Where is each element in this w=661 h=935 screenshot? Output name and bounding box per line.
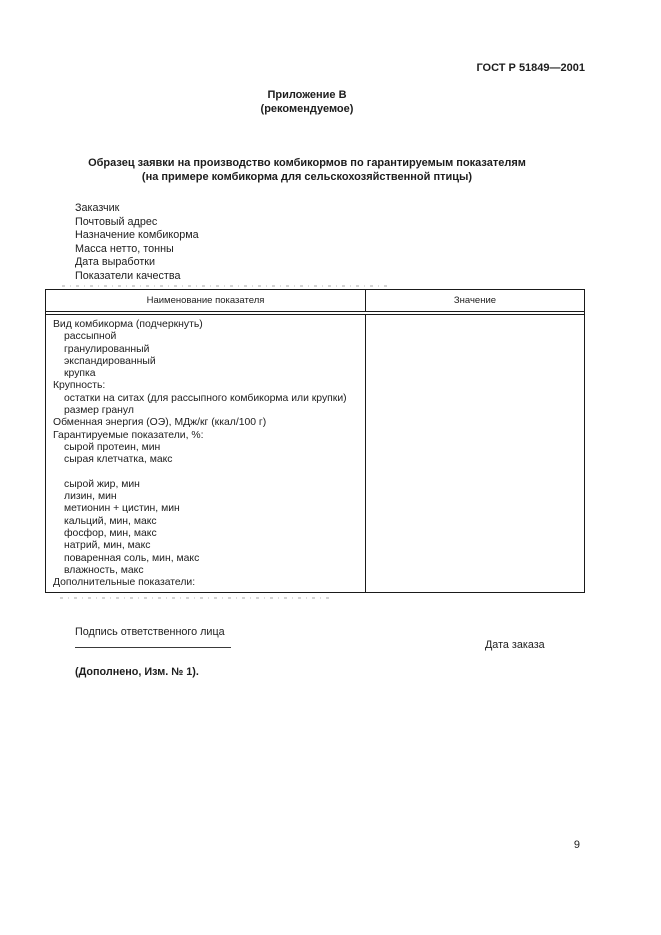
page-number: 9 <box>573 839 580 851</box>
value-column <box>366 315 584 592</box>
appendix-title: Приложение В <box>267 89 347 101</box>
form-field-label: Назначение комбикорма <box>75 229 199 242</box>
form-field-label: Дата выработки <box>75 256 156 269</box>
table-row: натрий, мин, макс <box>64 540 151 552</box>
table-row: гранулированный <box>64 343 150 355</box>
form-field-label: Масса нетто, тонны <box>75 242 174 255</box>
document-title-line2: (на примере комбикорма для сельскохозяйственной птицы) <box>141 171 473 183</box>
document-title-line1: Образец заявки на производство комбикормов по гарантируемым показателям <box>88 157 526 169</box>
table-row: Дополнительные показатели: <box>53 577 196 589</box>
table-row: сырой протеин, мин <box>64 441 161 453</box>
table-row: Обменная энергия (ОЭ), МДж/кг (ккал/100 г) <box>53 417 267 429</box>
table-header-value: Значение <box>453 295 497 306</box>
table-body <box>46 315 584 592</box>
scan-artifact <box>60 597 330 599</box>
table-row: Гарантируемые показатели, %: <box>53 429 204 441</box>
table-row: сырой жир, мин <box>64 478 140 490</box>
table-row: рассыпной <box>64 331 117 343</box>
table-row: экспандированный <box>64 355 156 367</box>
table-header-row <box>46 290 584 315</box>
table-row: остатки на ситах (для рассыпного комбикорма или крупки) <box>64 392 347 404</box>
table-row: поваренная соль, мин, макс <box>64 552 200 564</box>
appendix-subtitle: (рекомендуемое) <box>260 102 354 115</box>
quality-indicators-table <box>45 289 585 593</box>
form-field-label: Почтовый адрес <box>75 215 158 228</box>
appendix-heading <box>45 89 569 116</box>
scan-artifact <box>62 285 392 287</box>
table-row: лизин, мин <box>64 491 117 503</box>
table-row: сырая клетчатка, макс <box>64 454 173 466</box>
table-row: влажность, макс <box>64 564 144 576</box>
table-row: размер гранул <box>64 405 134 417</box>
table-row <box>53 467 361 479</box>
indicator-name-column <box>46 315 366 592</box>
form-field-label: Заказчик <box>75 202 120 214</box>
document-title <box>45 156 569 184</box>
table-row: Вид комбикорма (подчеркнуть) <box>53 319 203 330</box>
signature-label: Подпись ответственного лица <box>75 626 225 638</box>
form-field-label: Показатели качества <box>75 269 181 282</box>
table-row: метионин + цистин, мин <box>64 503 180 515</box>
form-field-list <box>75 202 199 284</box>
signature-line <box>75 634 231 648</box>
table-row: кальций, мин, макс <box>64 515 157 527</box>
order-date-label: Дата заказа <box>485 639 545 651</box>
table-row: крупка <box>64 368 96 380</box>
table-row: фосфор, мин, макс <box>64 528 157 540</box>
doc-number: ГОСТ Р 51849—2001 <box>476 62 585 74</box>
table-row: Крупность: <box>53 380 106 392</box>
table-header-name: Наименование показателя <box>46 290 366 311</box>
amendment-note: (Дополнено, Изм. № 1). <box>75 666 199 678</box>
